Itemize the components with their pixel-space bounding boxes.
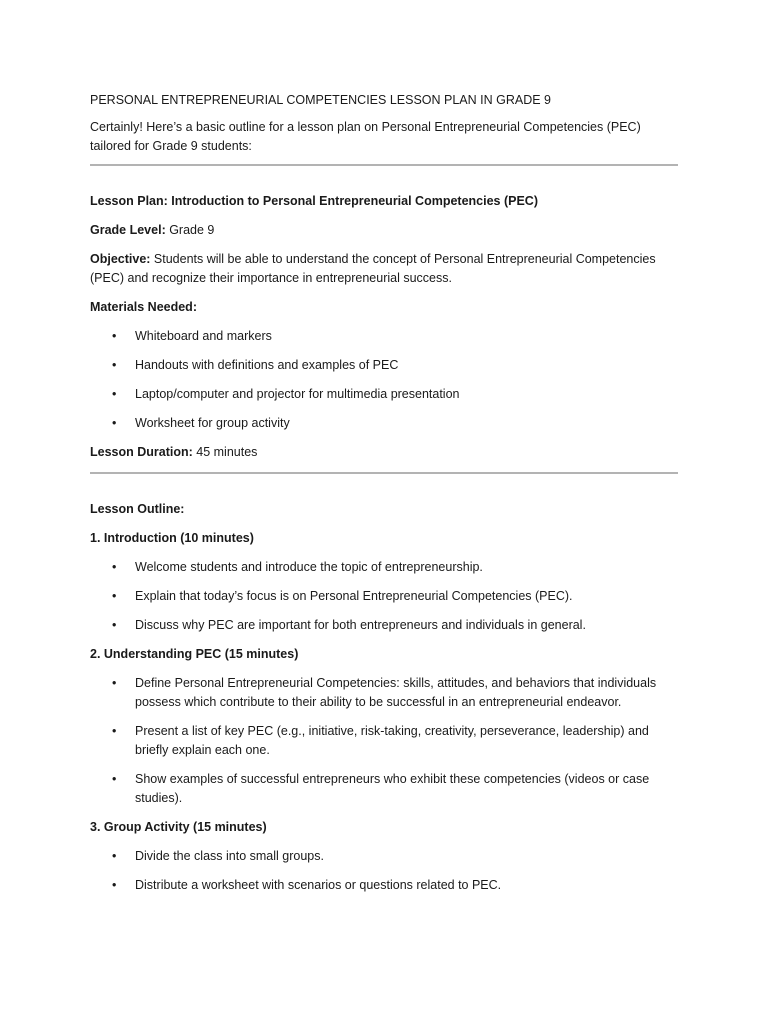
lesson-outline-heading-text: Lesson Outline:	[90, 502, 185, 516]
grade-level-label: Grade Level:	[90, 223, 166, 237]
list-item: • Show examples of successful entrepreneurs who exhibit these competencies (videos or case studies).	[90, 770, 680, 808]
lesson-plan-heading-text: Lesson Plan: Introduction to Personal Entrepreneurial Competencies (PEC)	[90, 194, 538, 208]
list-item: • Define Personal Entrepreneurial Competencies: skills, attitudes, and behaviors that individuals possess which contribute to their ability to be successful in an entrepreneurial endeavor.	[90, 674, 680, 712]
list-item: • Divide the class into small groups.	[90, 847, 680, 866]
grade-level-value: Grade 9	[165, 223, 215, 237]
list-item: • Present a list of key PEC (e.g., initiative, risk-taking, creativity, perseverance, leadership) and briefly explain each one.	[90, 722, 680, 760]
list-item: • Whiteboard and markers	[90, 327, 680, 346]
horizontal-rule	[90, 472, 678, 474]
grade-level	[90, 221, 680, 240]
document-body	[90, 91, 680, 905]
lesson-duration	[90, 443, 680, 462]
lesson-plan-heading	[90, 192, 680, 211]
objective-label: Objective:	[90, 252, 151, 266]
intro-paragraph: Certainly! Here’s a basic outline for a lesson plan on Personal Entrepreneurial Competencies (PEC) tailored for Grade 9 students:	[90, 120, 641, 153]
section-heading-text: 2. Understanding PEC (15 minutes)	[90, 647, 299, 661]
list-item: • Worksheet for group activity	[90, 414, 680, 433]
materials-label: Materials Needed:	[90, 300, 197, 314]
list-item: • Welcome students and introduce the topic of entrepreneurship.	[90, 558, 680, 577]
duration-label: Lesson Duration:	[90, 445, 193, 459]
list-item: • Handouts with definitions and examples of PEC	[90, 356, 680, 375]
section-heading	[90, 529, 680, 548]
section-heading-text: 1. Introduction (10 minutes)	[90, 531, 254, 545]
list-item: • Discuss why PEC are important for both entrepreneurs and individuals in general.	[90, 616, 680, 635]
section-list	[90, 674, 680, 808]
horizontal-rule	[90, 164, 678, 166]
materials-heading	[90, 298, 680, 317]
objective	[90, 250, 680, 288]
section-list	[90, 847, 680, 895]
list-item: • Laptop/computer and projector for multimedia presentation	[90, 385, 680, 404]
section-heading	[90, 645, 680, 664]
list-item: • Explain that today’s focus is on Personal Entrepreneurial Competencies (PEC).	[90, 587, 680, 606]
duration-value: 45 minutes	[192, 445, 258, 459]
list-item: • Distribute a worksheet with scenarios or questions related to PEC.	[90, 876, 680, 895]
section-heading-text: 3. Group Activity (15 minutes)	[90, 820, 267, 834]
document-title: PERSONAL ENTREPRENEURIAL COMPETENCIES LESSON PLAN IN GRADE 9	[90, 93, 551, 107]
objective-value: Students will be able to understand the concept of Personal Entrepreneurial Competencies (PEC) and recognize their importance in entrepreneurial success.	[90, 252, 656, 285]
section-list	[90, 558, 680, 635]
lesson-outline-heading	[90, 500, 680, 519]
section-heading	[90, 818, 680, 837]
materials-list	[90, 327, 680, 433]
